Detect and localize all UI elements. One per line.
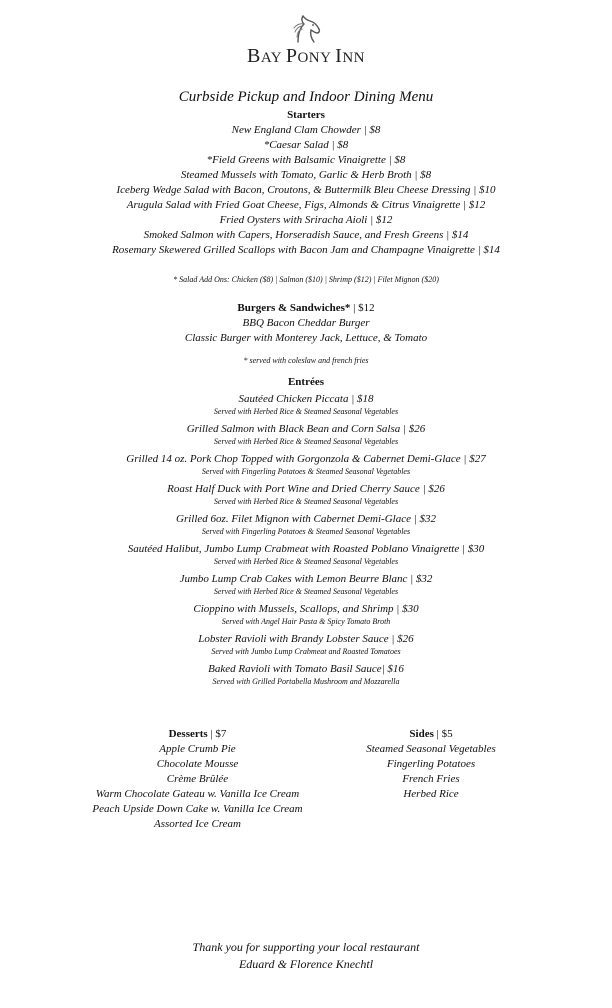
logo [0, 14, 612, 68]
side-item: French Fries [402, 773, 460, 785]
entree-item [0, 481, 612, 507]
sides-price: | $5 [433, 728, 453, 740]
burgers-note: * served with coleslaw and french fries [243, 356, 369, 365]
salad-addons-note: * Salad Add Ons: Chicken ($8) | Salmon ($10) | Shrimp ($12) | Filet Mignon ($20) [173, 275, 439, 284]
entree-name: Grilled 6oz. Filet Mignon with Cabernet Demi-Glace | $32 [176, 513, 436, 525]
entree-name: Grilled 14 oz. Pork Chop Topped with Gorgonzola & Cabernet Demi-Glace | $27 [126, 453, 486, 465]
sides-section [345, 727, 517, 802]
entree-sides: Served with Herbed Rice & Steamed Seasonal Vegetables [213, 407, 399, 416]
entree-name: Baked Ravioli with Tomato Basil Sauce| $16 [208, 663, 404, 675]
dessert-item: Peach Upside Down Cake w. Vanilla Ice Cream [92, 803, 303, 815]
entrees-section [0, 375, 612, 691]
entree-name: Sautéed Chicken Piccata | $18 [238, 393, 374, 405]
desserts-section [60, 727, 335, 832]
burgers-price: | $12 [350, 302, 375, 314]
dessert-item: Apple Crumb Pie [159, 743, 236, 755]
entree-item [0, 451, 612, 477]
side-item: Steamed Seasonal Vegetables [366, 743, 496, 755]
entree-name: Lobster Ravioli with Brandy Lobster Sauce | $26 [198, 633, 414, 645]
dessert-item: Chocolate Mousse [156, 758, 239, 770]
starter-item: Smoked Salmon with Capers, Horseradish Sauce, and Fresh Greens | $14 [143, 229, 469, 241]
starter-item: Fried Oysters with Sriracha Aioli | $12 [219, 214, 393, 226]
footer-owners: Eduard & Florence Knechtl [238, 957, 374, 971]
entree-name: Sautéed Halibut, Jumbo Lump Crabmeat with Roasted Poblano Vinaigrette | $30 [127, 543, 485, 555]
entree-item [0, 661, 612, 687]
horse-head-icon [286, 14, 326, 44]
burgers-heading-label: Burgers & Sandwiches* [237, 302, 351, 314]
entree-sides: Served with Jumbo Lump Crabmeat and Roasted Tomatoes [211, 647, 401, 656]
burgers-section [0, 301, 612, 346]
footer-thanks: Thank you for supporting your local restaurant [192, 940, 420, 954]
entree-sides: Served with Fingerling Potatoes & Steamed Seasonal Vegetables [201, 467, 411, 476]
starter-item: New England Clam Chowder | $8 [231, 124, 381, 136]
burger-item: BBQ Bacon Cheddar Burger [242, 317, 370, 329]
starter-item: Rosemary Skewered Grilled Scallops with Bacon Jam and Champagne Vinaigrette | $14 [112, 244, 500, 256]
entree-item [0, 541, 612, 567]
starter-item: Iceberg Wedge Salad with Bacon, Croutons, & Buttermilk Bleu Cheese Dressing | $10 [116, 184, 496, 196]
starter-item: *Field Greens with Balsamic Vinaigrette | $8 [206, 154, 406, 166]
footer [0, 939, 612, 973]
entree-sides: Served with Grilled Portabella Mushroom and Mozzarella [212, 677, 400, 686]
dessert-item: Warm Chocolate Gateau w. Vanilla Ice Cream [95, 788, 300, 800]
desserts-heading [60, 727, 335, 742]
sides-heading-label: Sides [409, 728, 434, 740]
salad-addons-note-wrap [0, 274, 612, 285]
entree-sides: Served with Herbed Rice & Steamed Seasonal Vegetables [213, 587, 399, 596]
burger-item: Classic Burger with Monterey Jack, Lettuce, & Tomato [184, 332, 428, 344]
dessert-item: Crème Brûlée [166, 773, 229, 785]
entree-sides: Served with Fingerling Potatoes & Steamed Seasonal Vegetables [201, 527, 411, 536]
brand-name: BAY PONY INN [247, 45, 365, 67]
burgers-heading [0, 301, 612, 316]
entree-sides: Served with Herbed Rice & Steamed Seasonal Vegetables [213, 437, 399, 446]
entree-item [0, 631, 612, 657]
side-item: Fingerling Potatoes [386, 758, 476, 770]
side-item: Herbed Rice [403, 788, 459, 800]
burgers-note-wrap [0, 355, 612, 366]
dessert-item: Assorted Ice Cream [154, 818, 241, 830]
starter-item: Steamed Mussels with Tomato, Garlic & Herb Broth | $8 [180, 169, 432, 181]
menu-title: Curbside Pickup and Indoor Dining Menu [178, 89, 434, 105]
sides-heading [345, 727, 517, 742]
starters-section [0, 108, 612, 258]
entree-item [0, 571, 612, 597]
entree-item [0, 511, 612, 537]
entree-item [0, 421, 612, 447]
desserts-price: | $7 [207, 728, 227, 740]
starter-item: *Caesar Salad | $8 [263, 139, 349, 151]
starters-heading: Starters [287, 109, 325, 121]
entree-name: Jumbo Lump Crab Cakes with Lemon Beurre Blanc | $32 [179, 573, 433, 585]
entree-sides: Served with Herbed Rice & Steamed Seasonal Vegetables [213, 497, 399, 506]
entree-sides: Served with Angel Hair Pasta & Spicy Tomato Broth [221, 617, 391, 626]
entree-name: Roast Half Duck with Port Wine and Dried Cherry Sauce | $26 [167, 483, 445, 495]
entree-name: Grilled Salmon with Black Bean and Corn Salsa | $26 [186, 423, 426, 435]
entree-item [0, 391, 612, 417]
entree-sides: Served with Herbed Rice & Steamed Seasonal Vegetables [213, 557, 399, 566]
entree-item [0, 601, 612, 627]
starter-item: Arugula Salad with Fried Goat Cheese, Figs, Almonds & Citrus Vinaigrette | $12 [126, 199, 486, 211]
desserts-heading-label: Desserts [168, 728, 208, 740]
entrees-heading: Entrées [287, 376, 325, 388]
entree-name: Cioppino with Mussels, Scallops, and Shrimp | $30 [193, 603, 419, 615]
